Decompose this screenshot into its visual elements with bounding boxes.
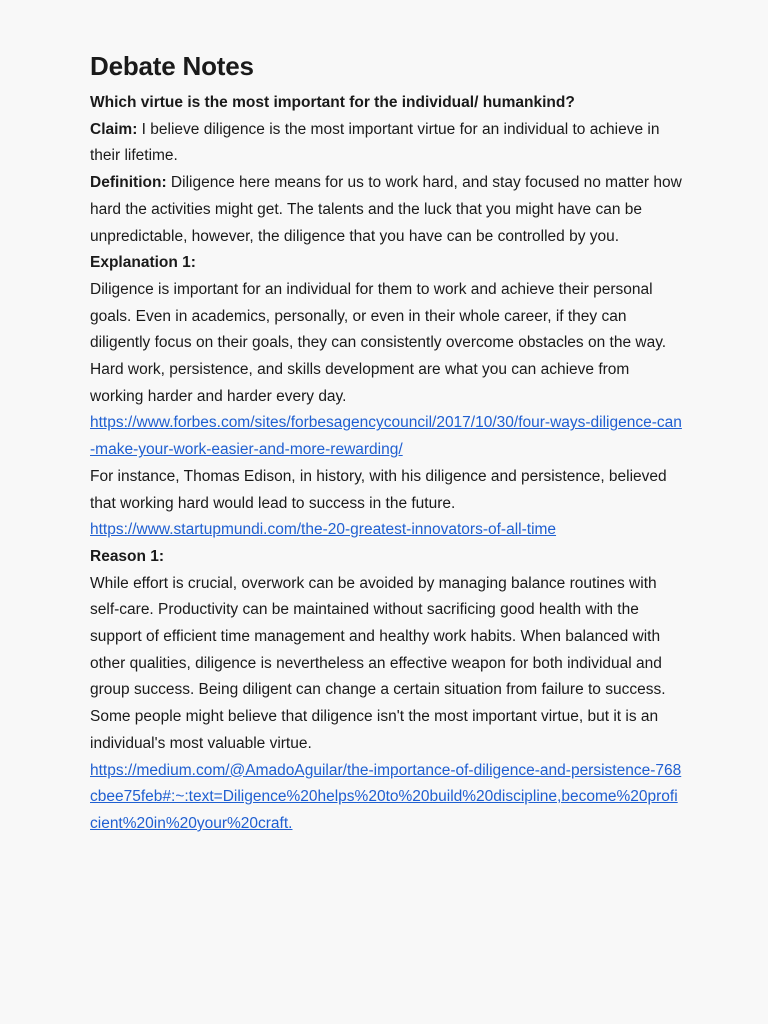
definition-label: Definition:: [90, 174, 167, 192]
debate-question: Which virtue is the most important for the individual/ humankind?: [90, 94, 575, 111]
edison-example-paragraph: For instance, Thomas Edison, in history, with his diligence and persistence, believed that working hard would lead to success in the future.: [90, 467, 667, 512]
document-page: [90, 48, 682, 838]
reason-1-paragraph: While effort is crucial, overwork can be avoided by managing balance routines with self-care. Productivity can be maintained without sacrificing good health with the support of efficient time management and healthy work habits. When balanced with other qualities, diligence is nevertheless an effective weapon for both individual and group success. Being diligent can change a certain situation from failure to success. Some people might believe that diligence isn't the most important virtue, but it is an individual's most valuable virtue.: [90, 574, 666, 752]
medium-link[interactable]: https://medium.com/@AmadoAguilar/the-importance-of-diligence-and-persistence-768cbee75feb#:~:text=Diligence%20helps%20to%20build%20discipline,become%20proficient%20in%20your%20craft.: [90, 761, 682, 832]
reason-1-heading: Reason 1:: [90, 547, 165, 565]
claim-label: Claim:: [90, 120, 138, 138]
startupmundi-link[interactable]: https://www.startupmundi.com/the-20-greatest-innovators-of-all-time: [90, 521, 557, 539]
definition-text: Diligence here means for us to work hard, and stay focused no matter how hard the activities might get. The talents and the luck that you might have can be unpredictable, however, the diligence that you have can be controlled by you.: [90, 174, 682, 245]
definition-paragraph: [90, 170, 682, 250]
claim-text: I believe diligence is the most important virtue for an individual to achieve in their lifetime.: [90, 120, 660, 165]
claim-paragraph: [90, 117, 682, 170]
explanation-1-paragraph: Diligence is important for an individual for them to work and achieve their personal goals. Even in academics, personally, or even in their whole career, if they can diligently focus on their goals, they can consistently overcome obstacles on the way. Hard work, persistence, and skills development are what you can achieve from working harder and harder every day.: [90, 280, 667, 405]
explanation-1-heading: Explanation 1:: [90, 254, 196, 272]
document-title: Debate Notes: [90, 51, 254, 81]
forbes-link[interactable]: https://www.forbes.com/sites/forbesagencycouncil/2017/10/30/four-ways-diligence-can-make-your-work-easier-and-more-rewarding/: [90, 414, 682, 459]
